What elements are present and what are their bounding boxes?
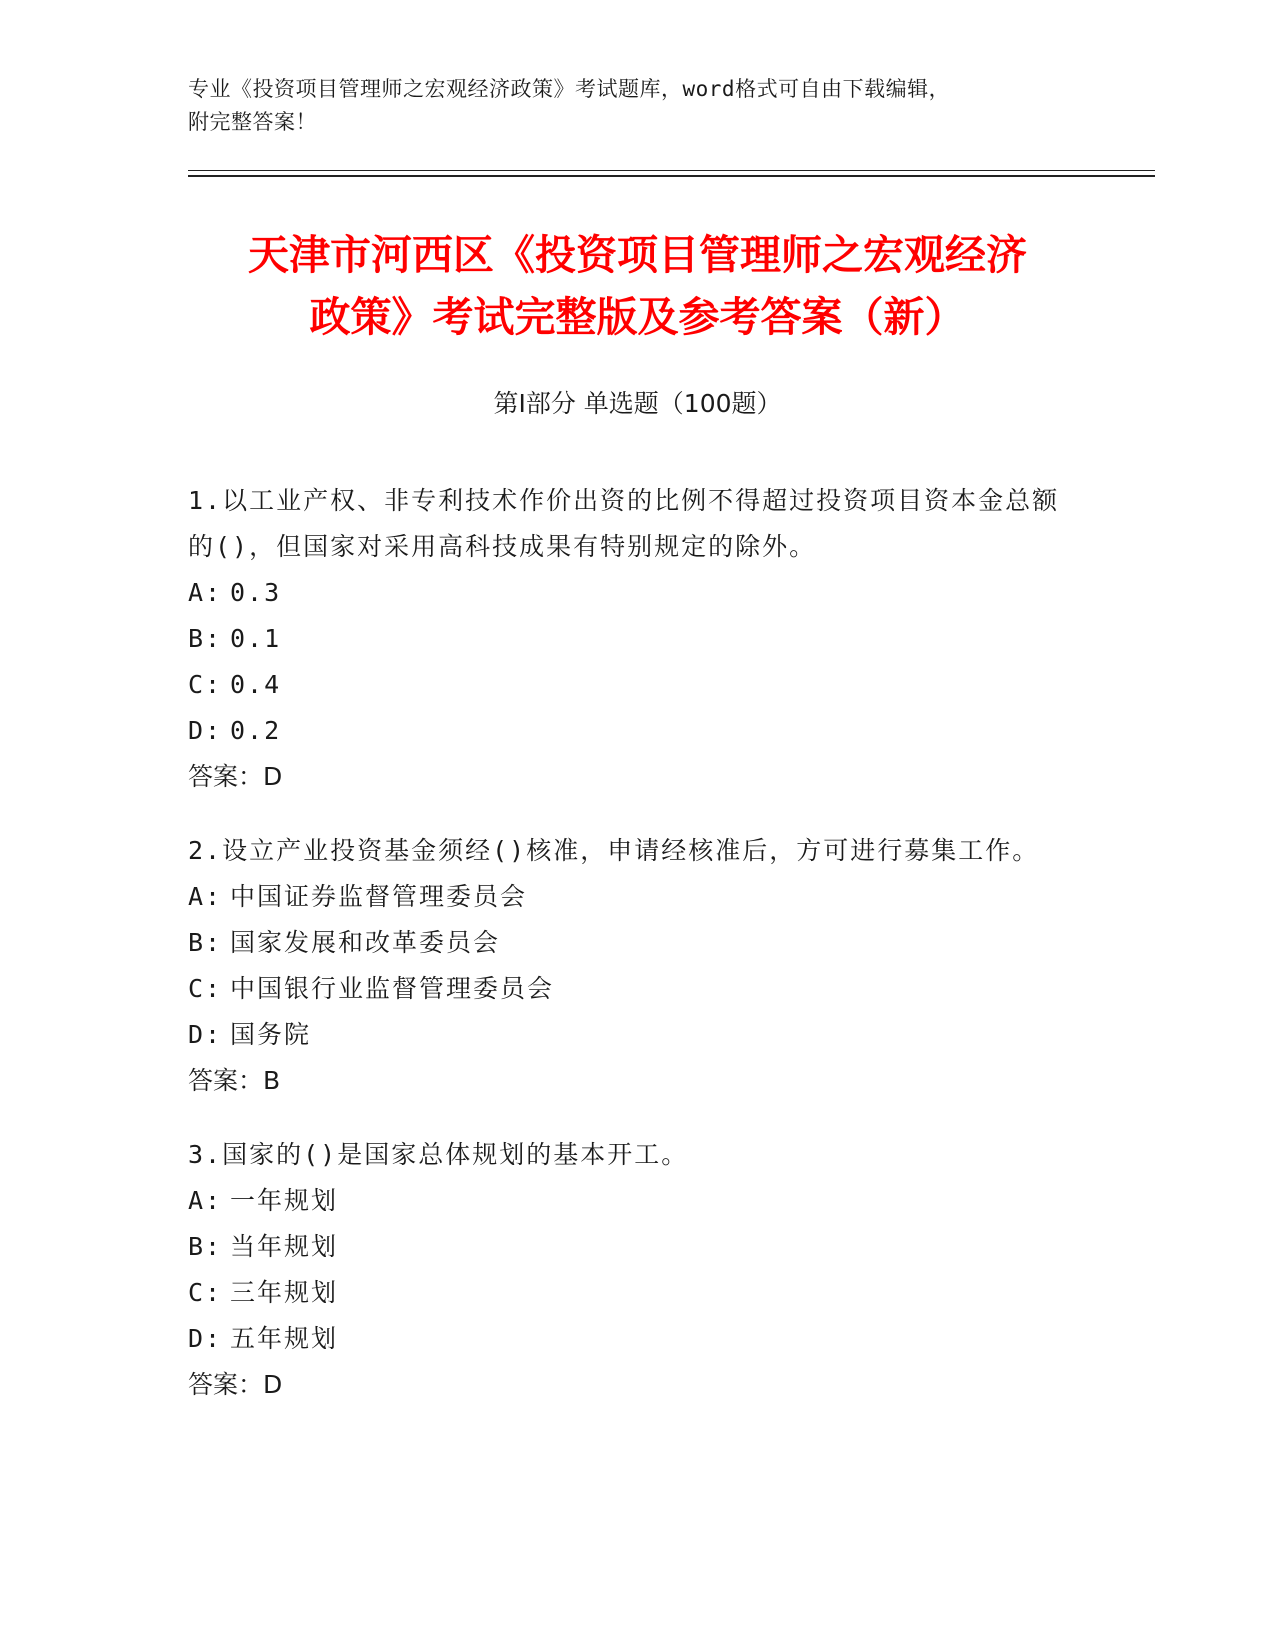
answer-line: 答案：D (188, 762, 283, 791)
option-b (188, 616, 1068, 662)
header-divider-thin (188, 170, 1155, 171)
option-letter: A: (188, 882, 223, 911)
option-text: 当年规划 (230, 1232, 339, 1261)
question-stem: 2.设立产业投资基金须经()核准，申请经核准后，方可进行募集工作。 (188, 836, 1040, 865)
option-c (188, 966, 1068, 1012)
option-text: 五年规划 (230, 1324, 339, 1353)
option-text: 三年规划 (230, 1278, 339, 1307)
question-item (188, 828, 1068, 1104)
option-letter: B: (188, 624, 223, 653)
option-text: 0.2 (230, 716, 282, 745)
intro-text (188, 73, 1068, 139)
question-stem: 1.以工业产权、非专利技术作价出资的比例不得超过投资项目资本金总额的()，但国家对采用高科技成果有特别规定的除外。 (188, 486, 1060, 561)
option-letter: B: (188, 928, 223, 957)
option-letter: D: (188, 1020, 223, 1049)
option-text: 0.1 (230, 624, 282, 653)
answer-line: 答案：B (188, 1066, 281, 1095)
option-letter: A: (188, 578, 223, 607)
option-letter: C: (188, 670, 223, 699)
option-a (188, 1178, 1068, 1224)
document-title (150, 224, 1125, 348)
option-b (188, 920, 1068, 966)
option-letter: B: (188, 1232, 223, 1261)
option-letter: C: (188, 974, 223, 1003)
option-text: 国务院 (230, 1020, 312, 1049)
answer-line: 答案：D (188, 1370, 283, 1399)
option-letter: C: (188, 1278, 223, 1307)
section-heading: 第Ⅰ部分 单选题（100题） (493, 389, 782, 418)
option-text: 国家发展和改革委员会 (230, 928, 501, 957)
question-item (188, 478, 1068, 800)
option-d (188, 708, 1068, 754)
option-c (188, 662, 1068, 708)
header-divider-thick (188, 175, 1155, 177)
option-text: 0.3 (230, 578, 282, 607)
option-letter: A: (188, 1186, 223, 1215)
option-b (188, 1224, 1068, 1270)
option-text: 一年规划 (230, 1186, 339, 1215)
option-text: 0.4 (230, 670, 282, 699)
option-text: 中国证券监督管理委员会 (230, 882, 528, 911)
option-d (188, 1012, 1068, 1058)
intro-line-1: 专业《投资项目管理师之宏观经济政策》考试题库，word格式可自由下载编辑， (188, 77, 951, 101)
question-item (188, 1132, 1068, 1408)
option-text: 中国银行业监督管理委员会 (230, 974, 555, 1003)
question-stem: 3.国家的()是国家总体规划的基本开工。 (188, 1140, 689, 1169)
title-line-2: 政策》考试完整版及参考答案（新） (309, 293, 966, 341)
title-line-1: 天津市河西区《投资项目管理师之宏观经济 (248, 231, 1027, 279)
option-letter: D: (188, 1324, 223, 1353)
option-letter: D: (188, 716, 223, 745)
option-c (188, 1270, 1068, 1316)
intro-line-2: 附完整答案！ (188, 110, 317, 134)
question-list (188, 478, 1068, 1436)
option-a (188, 570, 1068, 616)
option-a (188, 874, 1068, 920)
option-d (188, 1316, 1068, 1362)
